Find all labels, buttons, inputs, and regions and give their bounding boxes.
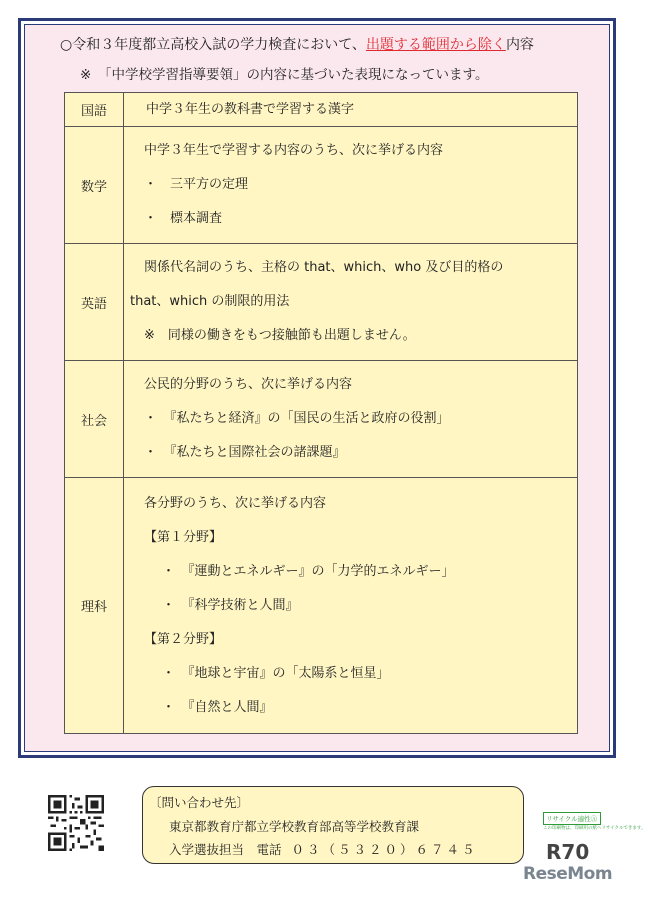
table-row-sugaku — [65, 127, 578, 244]
contact-phone-line: 入学選抜担当 電話 ０３（５３２０）６７４５ — [169, 842, 478, 857]
bullet-item: ・ 『私たちと経済』の「国民の生活と政府の役割」 — [144, 411, 450, 426]
subject-name-rika: 理科 — [65, 478, 124, 734]
subject-content-kokugo — [124, 93, 578, 127]
bullet-item: ・ 標本調査 — [144, 211, 223, 226]
subject-name-shakai: 社会 — [65, 361, 124, 478]
bullet-item: ・ 『科学技術と人間』 — [162, 597, 299, 613]
subject-name-eigo: 英語 — [65, 244, 124, 361]
contact-box — [142, 786, 524, 864]
contact-title: 〔問い合わせ先〕 — [149, 795, 250, 810]
phone-number: ０３（５３２０）６７４５ — [291, 842, 478, 857]
content-line: 中学３年生の教科書で学習する漢字 — [146, 101, 355, 117]
subject-content-sugaku — [124, 127, 578, 244]
bullet-item: ・ 『自然と人間』 — [162, 699, 273, 715]
r70-mark-icon: R70 — [546, 840, 590, 864]
recycle-note: この印刷物は、印刷用の紙へリサイクルできます。 — [543, 826, 646, 831]
heading-line-1: ○令和３年度都立高校入試の学力検査において、出題する範囲から除く内容 — [60, 37, 534, 53]
bullet-item: ・ 三平方の定理 — [144, 177, 249, 192]
contact-department: 東京都教育庁都立学校教育部高等学校教育課 — [169, 819, 420, 834]
table-row-eigo — [65, 244, 578, 361]
subject-content-rika — [124, 478, 578, 734]
subject-content-eigo — [124, 244, 578, 361]
bullet-item: ・ 『運動とエネルギー』の「力学的エネルギー」 — [162, 563, 455, 579]
resemom-watermark: ReseMom — [523, 864, 613, 884]
subject-name-kokugo: 国語 — [65, 93, 124, 127]
table-row-shakai — [65, 361, 578, 478]
bullet-item: ・ 『地球と宇宙』の「太陽系と恒星」 — [162, 665, 390, 681]
content-line: 関係代名詞のうち、主格の that、which、who 及び目的格の — [144, 260, 504, 275]
table-row-kokugo — [65, 93, 578, 127]
excluded-range-highlight: 出題する範囲から除く — [365, 37, 506, 53]
note-line: ※ 同様の働きをもつ接触節も出題しません。 — [144, 328, 416, 343]
content-line: 公民的分野のうち、次に挙げる内容 — [144, 377, 353, 392]
content-line: 各分野のうち、次に挙げる内容 — [144, 495, 327, 511]
content-line: that、which の制限的用法 — [130, 294, 290, 309]
qr-code-icon — [48, 795, 104, 851]
section-heading: 【第２分野】 — [144, 631, 223, 647]
subjects-table — [64, 92, 578, 734]
subject-content-shakai — [124, 361, 578, 478]
bullet-item: ・ 『私たちと国際社会の諸課題』 — [144, 445, 346, 460]
table-row-rika — [65, 478, 578, 734]
subject-name-sugaku: 数学 — [65, 127, 124, 244]
content-line: 中学３年生で学習する内容のうち、次に挙げる内容 — [144, 143, 444, 158]
heading-line-2: ※ 「中学校学習指導要領」の内容に基づいた表現になっています。 — [80, 67, 489, 83]
recycle-label: リサイクル適性Ⓐ — [543, 812, 601, 825]
section-heading: 【第１分野】 — [144, 529, 223, 545]
